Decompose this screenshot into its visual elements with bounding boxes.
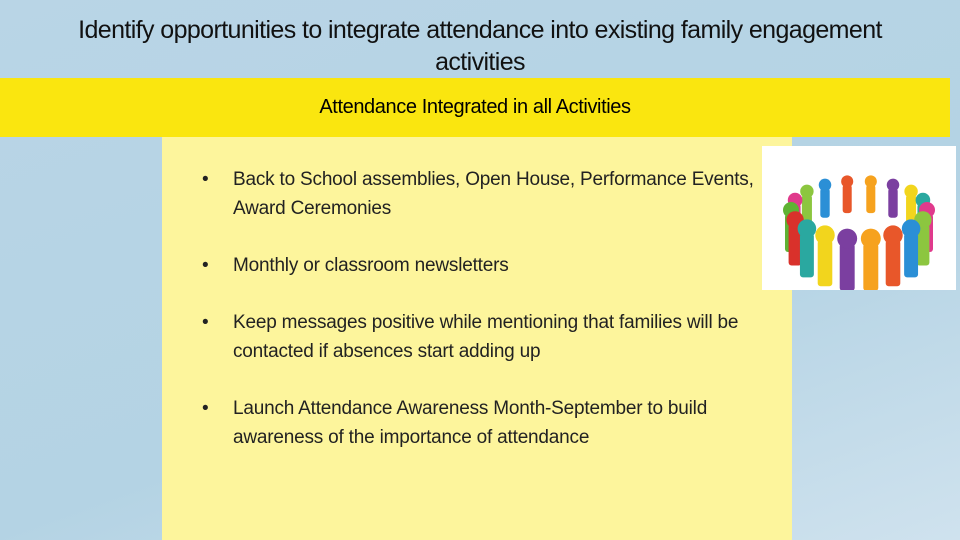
figure bbox=[798, 219, 817, 277]
highlight-band bbox=[0, 78, 950, 137]
people-circle-image bbox=[762, 146, 956, 290]
figure bbox=[865, 175, 877, 213]
list-item bbox=[202, 251, 762, 280]
figure bbox=[861, 229, 881, 290]
figure bbox=[883, 225, 902, 286]
figure bbox=[837, 229, 857, 290]
band-heading: Attendance Integrated in all Activities bbox=[319, 96, 631, 118]
bullet-text: Keep messages positive while mentioning that families will be contacted if absences start adding up bbox=[233, 312, 739, 362]
bullet-icon: • bbox=[202, 169, 209, 190]
figure bbox=[815, 225, 834, 286]
bullet-icon: • bbox=[202, 312, 209, 333]
figure bbox=[902, 219, 921, 277]
bullet-list bbox=[202, 165, 762, 480]
list-item bbox=[202, 165, 762, 223]
figure bbox=[887, 179, 900, 218]
bullet-text: Launch Attendance Awareness Month-September to build awareness of the importance of attendance bbox=[233, 398, 708, 448]
bullet-icon: • bbox=[202, 398, 209, 419]
figure bbox=[819, 179, 832, 218]
content-panel bbox=[162, 137, 792, 540]
list-item bbox=[202, 308, 762, 366]
bullet-icon: • bbox=[202, 255, 209, 276]
slide-title: Identify opportunities to integrate attendance into existing family engagement activities bbox=[78, 16, 882, 76]
list-item bbox=[202, 394, 762, 452]
figure bbox=[841, 175, 853, 213]
bullet-text: Monthly or classroom newsletters bbox=[233, 255, 509, 276]
bullet-text: Back to School assemblies, Open House, Performance Events, Award Ceremonies bbox=[233, 169, 754, 219]
